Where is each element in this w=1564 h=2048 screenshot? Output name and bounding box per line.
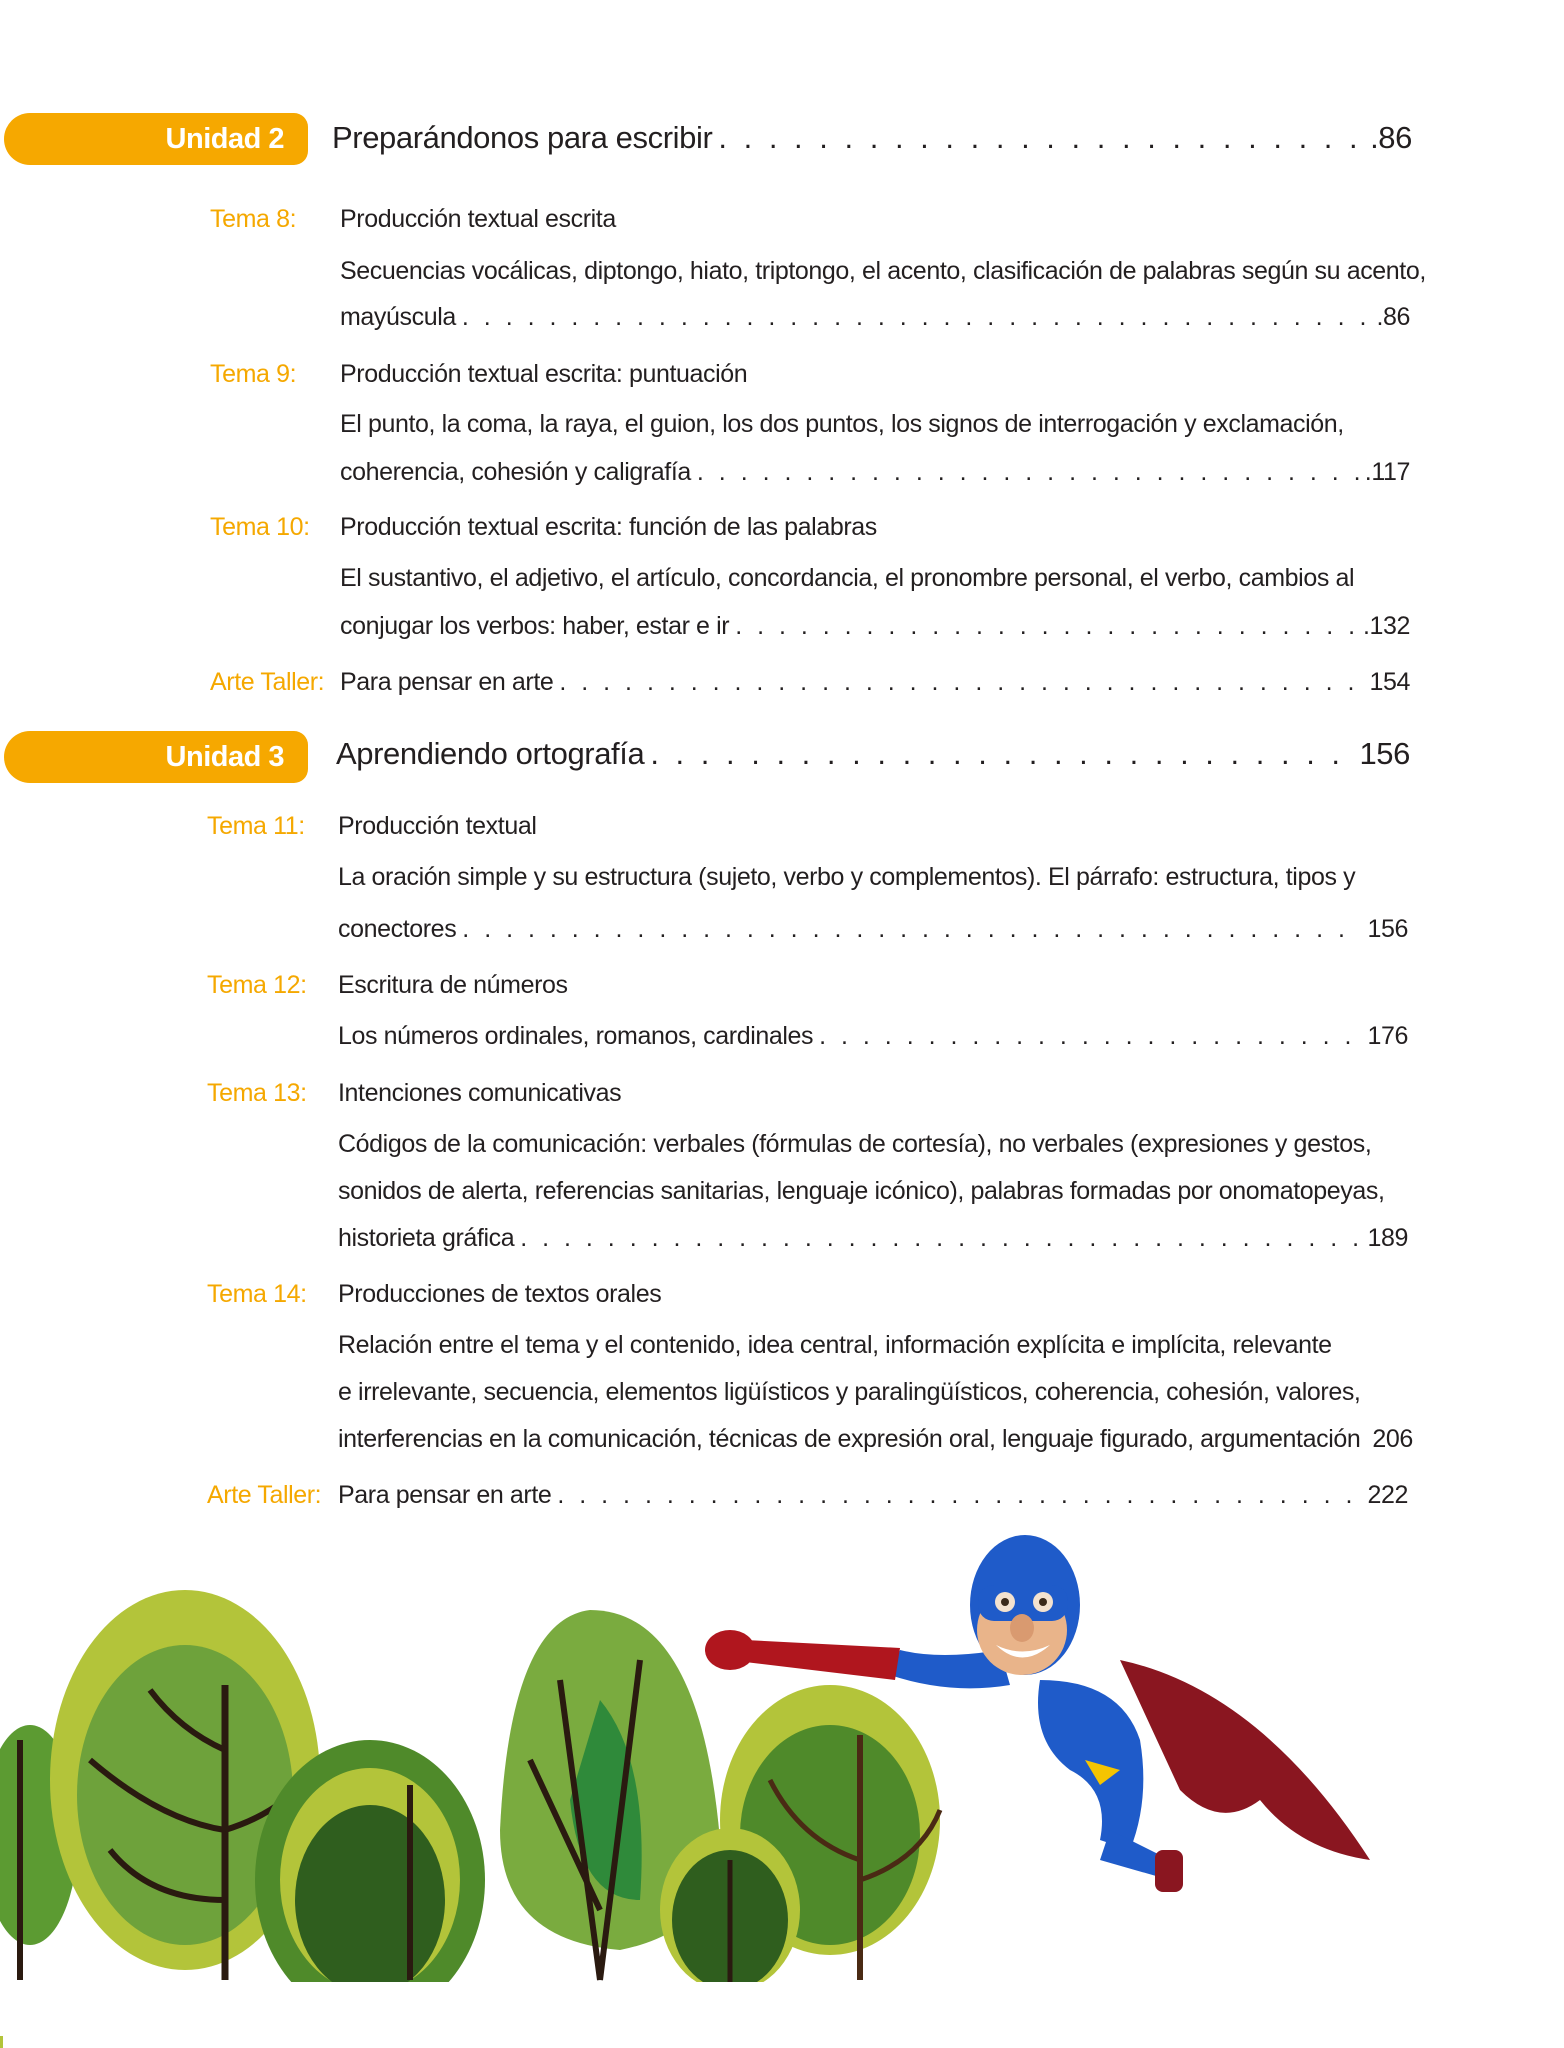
topic-description-end[interactable] [338,1224,1408,1253]
topic-description: mayúscula [340,303,456,331]
topic-description: Los números ordinales, romanos, cardinales [338,1022,814,1050]
topic-label: Tema 10: [210,513,310,541]
page-number: .86 [1370,120,1412,155]
topic-label: Tema 13: [207,1079,307,1107]
topic-description-end[interactable] [340,612,1410,641]
dot-leader [462,303,1371,332]
workshop-row[interactable] [338,1481,1408,1510]
unit-title-row[interactable] [336,736,1410,772]
superhero-illustration [700,1530,1380,1900]
topic-description: La oración simple y su estructura (sujeto, verbo y complementos). El párrafo: estructura, tipos y [338,863,1356,891]
page-edge-mark [0,2036,3,2048]
topic-label: Tema 12: [207,971,307,999]
topic-description: e irrelevante, secuencia, elementos ligüísticos y paralingüísticos, coherencia, cohesión, valores, [338,1378,1361,1406]
unit-badge [4,731,308,783]
topic-description-end[interactable] [338,1022,1408,1051]
topic-label: Tema 11: [207,812,305,840]
topic-description-end[interactable] [338,915,1408,944]
topic-description: coherencia, cohesión y caligrafía [340,458,691,486]
topic-description: historieta gráfica [338,1224,515,1252]
page-number: 206 [1372,1425,1413,1453]
topic-title[interactable]: Producción textual escrita: puntuación [340,360,748,388]
dot-leader [520,1224,1361,1253]
topic-description: Códigos de la comunicación: verbales (fórmulas de cortesía), no verbales (expresiones y gestos, [338,1130,1372,1158]
topic-title[interactable]: Producción textual [338,812,537,840]
dot-leader [819,1022,1361,1051]
topic-description-end[interactable] [340,303,1410,332]
topic-title[interactable]: Intenciones comunicativas [338,1079,622,1107]
topic-title[interactable]: Producciones de textos orales [338,1280,662,1308]
topic-description: Relación entre el tema y el contenido, idea central, información explícita e implícita, relevante [338,1331,1332,1359]
topic-description: interferencias en la comunicación, técnicas de expresión oral, lenguaje figurado, argumentación [338,1425,1361,1453]
page-number: 176 [1367,1022,1408,1050]
dot-leader [462,915,1361,944]
topic-description: El punto, la coma, la raya, el guion, los dos puntos, los signos de interrogación y exclamación, [340,410,1344,438]
topic-description-end[interactable] [340,458,1410,487]
topic-description: sonidos de alerta, referencias sanitarias, lenguaje icónico), palabras formadas por onomatopeyas, [338,1177,1385,1205]
topic-description: conjugar los verbos: haber, estar e ir [340,612,730,640]
page-number: .86 [1376,303,1410,331]
dot-leader [718,120,1364,156]
cape-icon [1120,1660,1370,1860]
topic-description-end[interactable] [338,1425,1413,1454]
topic-description: Secuencias vocálicas, diptongo, hiato, triptongo, el acento, clasificación de palabras según su acento, [340,257,1426,285]
topic-label: Tema 9: [210,360,297,388]
workshop-row[interactable] [340,668,1410,697]
topic-label: Tema 8: [210,205,297,233]
workshop-title: Para pensar en arte [340,668,554,696]
unit-title: Aprendiendo ortografía [336,736,645,771]
page-number: 154 [1369,668,1410,696]
dot-leader [735,612,1357,641]
page-number: 222 [1367,1481,1408,1509]
dot-leader [650,736,1353,772]
page-number: 189 [1367,1224,1408,1252]
dot-leader [557,1481,1361,1510]
unit-badge-label: Unidad 2 [165,122,284,155]
topic-label: Tema 14: [207,1280,307,1308]
topic-title[interactable]: Producción textual escrita: función de las palabras [340,513,877,541]
topic-description: El sustantivo, el adjetivo, el artículo, concordancia, el pronombre personal, el verbo, cambios al [340,564,1355,592]
page-number: .117 [1364,458,1410,486]
unit-title-row[interactable] [332,120,1412,156]
page-number: 156 [1367,915,1408,943]
workshop-label: Arte Taller: [207,1481,322,1509]
page-number: .132 [1362,612,1410,640]
dot-leader [559,668,1363,697]
topic-title[interactable]: Producción textual escrita [340,205,616,233]
page-number: 156 [1359,736,1410,771]
unit-badge [4,113,308,165]
workshop-label: Arte Taller: [210,668,325,696]
workshop-title: Para pensar en arte [338,1481,552,1509]
unit-badge-label: Unidad 3 [165,740,284,773]
topic-description: conectores [338,915,457,943]
topic-title[interactable]: Escritura de números [338,971,568,999]
unit-title: Preparándonos para escribir [332,120,713,155]
dot-leader [697,458,1359,487]
